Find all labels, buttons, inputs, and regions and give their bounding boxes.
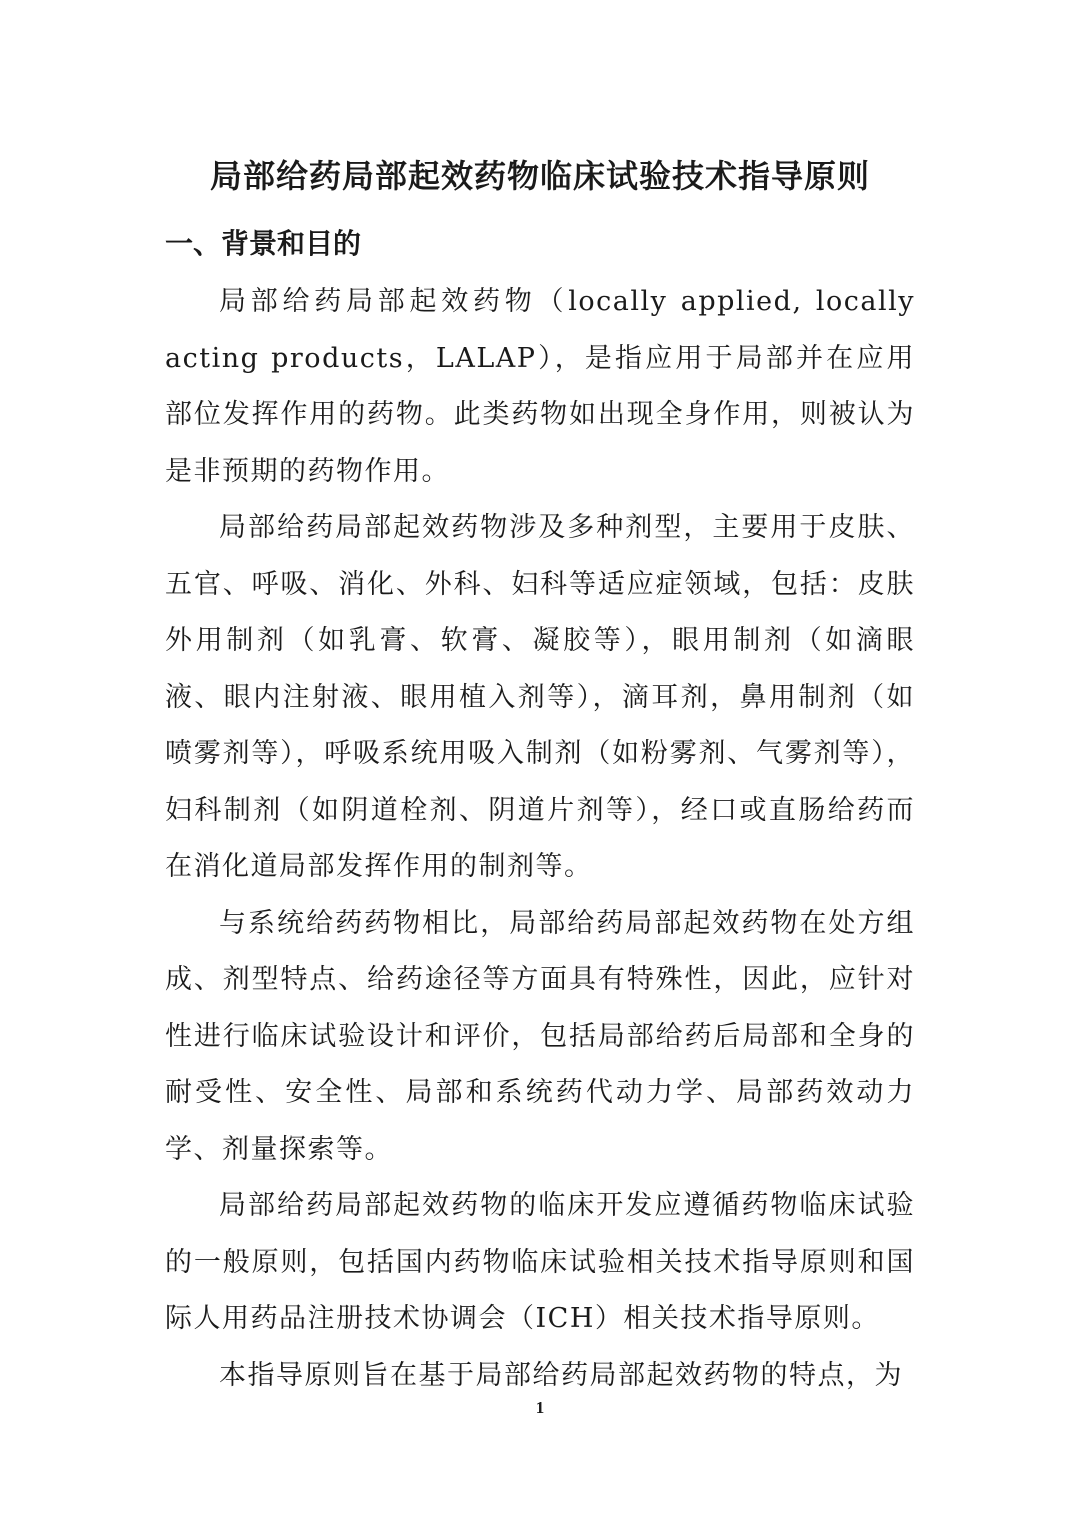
paragraph-2: 局部给药局部起效药物涉及多种剂型，主要用于皮肤、五官、呼吸、消化、外科、妇科等适应症领域，包括：皮肤外用制剂（如乳膏、软膏、凝胶等），眼用制剂（如滴眼液、眼内注射液、眼用植入剂等），滴耳剂，鼻用制剂（如喷雾剂等），呼吸系统用吸入制剂（如粉雾剂、气雾剂等），妇科制剂（如阴道栓剂、阴道片剂等），经口或直肠给药而在消化道局部发挥作用的制剂等。 xyxy=(165,512,915,882)
paragraph-5: 本指导原则旨在基于局部给药局部起效药物的特点，为 xyxy=(219,1359,903,1391)
paragraph-3: 与系统给药药物相比，局部给药局部起效药物在处方组成、剂型特点、给药途径等方面具有特殊性，因此，应针对性进行临床试验设计和评价，包括局部给药后局部和全身的耐受性、安全性、局部和系统药代动力学、局部药效动力学、剂量探索等。 xyxy=(165,907,915,1165)
section-heading: 一、背景和目的 xyxy=(165,227,362,260)
paragraph-1: 局部给药局部起效药物（locally applied, locally acting products，LALAP），是指应用于局部并在应用部位发挥作用的药物。此类药物如出现全身作用，则被认为是非预期的药物作用。 xyxy=(165,286,915,487)
body-text xyxy=(165,274,915,1404)
paragraph-4: 局部给药局部起效药物的临床开发应遵循药物临床试验的一般原则，包括国内药物临床试验相关技术指导原则和国际人用药品注册技术协调会（ICH）相关技术指导原则。 xyxy=(165,1190,915,1334)
page-number: 1 xyxy=(535,1398,545,1417)
document-title: 局部给药局部起效药物临床试验技术指导原则 xyxy=(209,157,870,195)
